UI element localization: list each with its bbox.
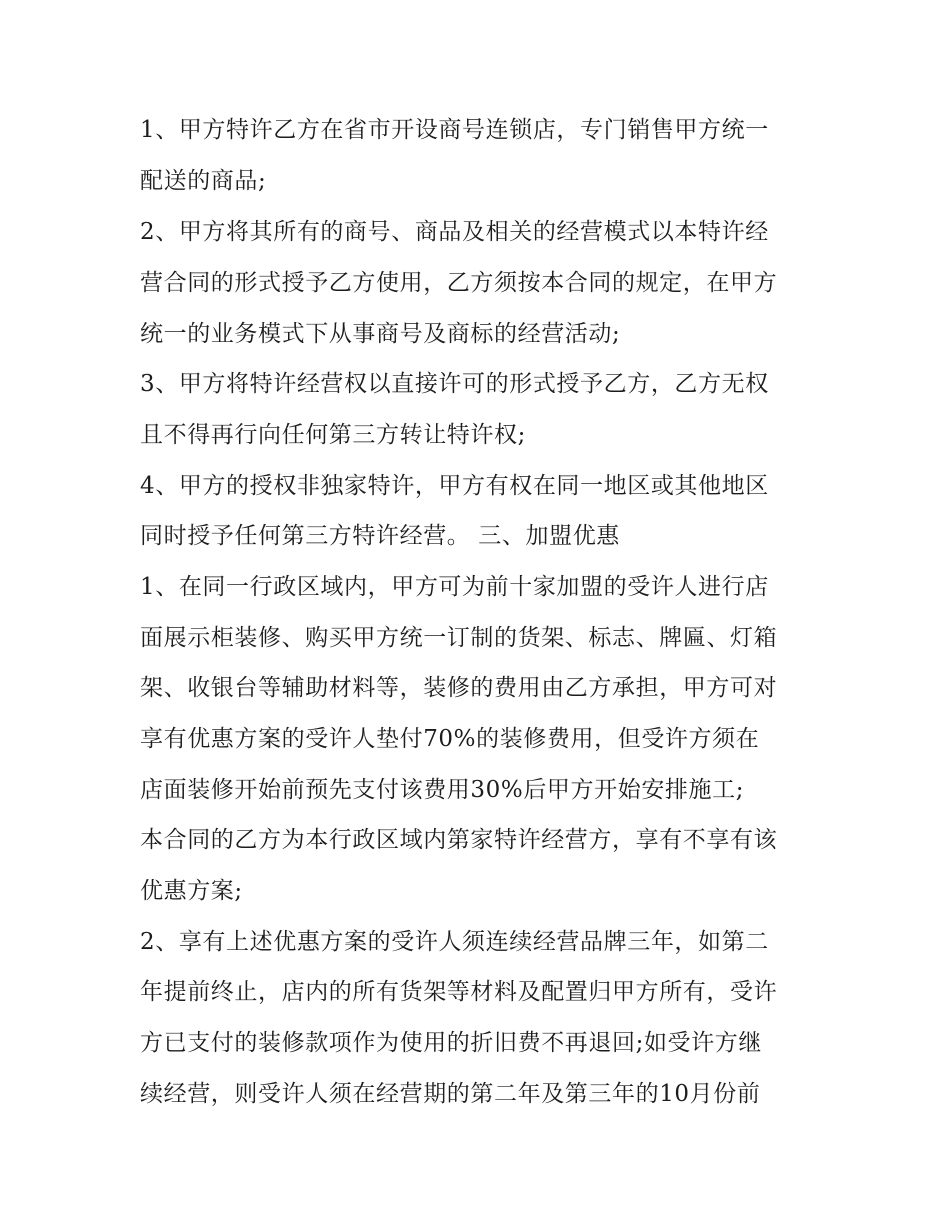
text-line: 1、在同一行政区域内，甲方可为前十家加盟的受许人进行店 (140, 574, 769, 600)
text-line: 2、享有上述优惠方案的受许人须连续经营品牌三年，如第二 (140, 929, 769, 955)
text-line: 本合同的乙方为本行政区域内第家特许经营方，享有不享有该 (140, 827, 778, 853)
text-line: 优惠方案; (140, 878, 243, 904)
text-line: 店面装修开始前预先支付该费用30%后甲方开始安排施工; (140, 777, 745, 803)
text-line: 架、收银台等辅助材料等，装修的费用由乙方承担，甲方可对 (140, 675, 778, 701)
text-line: 1、甲方特许乙方在省市开设商号连锁店，专门销售甲方统一 (140, 117, 769, 143)
text-line: 2、甲方将其所有的商号、商品及相关的经营模式以本特许经 (140, 219, 769, 245)
text-line: 且不得再行向任何第三方转让特许权; (140, 422, 526, 448)
text-line: 年提前终止，店内的所有货架等材料及配置归甲方所有，受许 (140, 979, 778, 1005)
text-line: 享有优惠方案的受许人垫付70%的装修费用，但受许方须在 (140, 726, 760, 752)
text-line: 4、甲方的授权非独家特许，甲方有权在同一地区或其他地区 (140, 473, 769, 499)
text-line: 面展示柜装修、购买甲方统一订制的货架、标志、牌匾、灯箱 (140, 625, 778, 651)
text-line: 同时授予任何第三方特许经营。 三、加盟优惠 (140, 523, 620, 549)
text-line: 统一的业务模式下从事商号及商标的经营活动; (140, 321, 621, 347)
text-line: 营合同的形式授予乙方使用，乙方须按本合同的规定，在甲方 (140, 270, 778, 296)
text-line: 配送的商品; (140, 168, 267, 194)
text-line: 方已支付的装修款项作为使用的折旧费不再退回;如受许方继 (140, 1030, 762, 1056)
text-line: 3、甲方将特许经营权以直接许可的形式授予乙方，乙方无权 (140, 371, 769, 397)
text-line: 续经营，则受许人须在经营期的第二年及第三年的10月份前 (140, 1081, 761, 1107)
